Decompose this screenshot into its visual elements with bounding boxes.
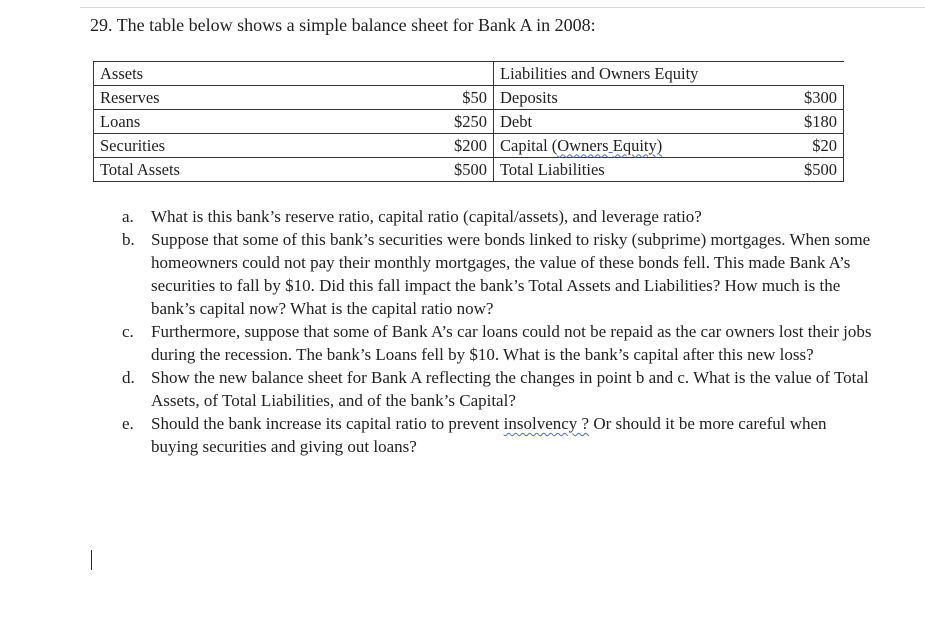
list-marker: d.	[122, 368, 135, 387]
list-item	[122, 320, 874, 366]
asset-label: Reserves	[94, 86, 402, 110]
part-text-post: Or should it be more careful when buying securities and giving out loans?	[151, 414, 827, 456]
table-row	[94, 158, 844, 182]
table-row	[94, 134, 844, 158]
capital-label-prefix: Capital (	[500, 135, 558, 155]
list-marker: e.	[122, 414, 134, 433]
spellcheck-word: insolvency ?	[503, 414, 590, 433]
table-row	[94, 110, 844, 134]
liability-value: $300	[766, 86, 844, 110]
liability-label: Total Liabilities	[494, 158, 767, 182]
part-text: Show the new balance sheet for Bank A reflecting the changes in point b and c. What is the value of Total Assets, of Total Liabilities, and of the bank’s Capital?	[151, 368, 869, 410]
asset-value: $200	[401, 134, 494, 158]
liability-label	[494, 134, 767, 158]
part-text	[151, 414, 827, 456]
list-item	[122, 228, 874, 320]
list-marker: a.	[122, 207, 134, 226]
spellcheck-word: Owners	[557, 135, 609, 155]
asset-label: Total Assets	[94, 158, 402, 182]
assets-header: Assets	[94, 62, 494, 86]
asset-label: Loans	[94, 110, 402, 134]
list-marker: b.	[122, 230, 135, 249]
part-text: Suppose that some of this bank’s securities were bonds linked to risky (subprime) mortgages. When some homeowners could not pay their monthly mortgages, the value of these bonds fell. This made Bank A’s securities to fall by $10. Did this fall impact the bank’s Total Assets and Liabilities? How much is the bank’s capital now? What is the capital ratio now?	[151, 230, 871, 318]
part-text: What is this bank’s reserve ratio, capital ratio (capital/assets), and leverage ratio?	[151, 207, 702, 226]
liability-value: $180	[766, 110, 844, 134]
liability-value: $20	[766, 134, 844, 158]
table-header-row	[94, 62, 844, 86]
list-item	[122, 412, 874, 458]
question-title: 29. The table below shows a simple balance sheet for Bank A in 2008:	[90, 15, 596, 35]
liabilities-header: Liabilities and Owners Equity	[494, 62, 844, 86]
asset-value: $250	[401, 110, 494, 134]
text-cursor[interactable]	[91, 550, 92, 570]
list-item	[122, 205, 874, 228]
asset-value: $50	[401, 86, 494, 110]
spellcheck-word: Equity)	[612, 135, 663, 155]
table-row	[94, 86, 844, 110]
page-top-rule	[80, 7, 925, 8]
part-text: Furthermore, suppose that some of Bank A’s car loans could not be repaid as the car owners lost their jobs during the recession. The bank’s Loans fell by $10. What is the bank’s capital after this new loss?	[151, 322, 872, 364]
part-text-pre: Should the bank increase its capital ratio to prevent	[151, 414, 504, 433]
liability-label: Debt	[494, 110, 767, 134]
asset-label: Securities	[94, 134, 402, 158]
question-parts-list	[122, 205, 874, 458]
balance-sheet-table	[93, 61, 844, 182]
liability-label: Deposits	[494, 86, 767, 110]
asset-value: $500	[401, 158, 494, 182]
list-marker: c.	[122, 322, 134, 341]
liability-value: $500	[766, 158, 844, 182]
list-item	[122, 366, 874, 412]
